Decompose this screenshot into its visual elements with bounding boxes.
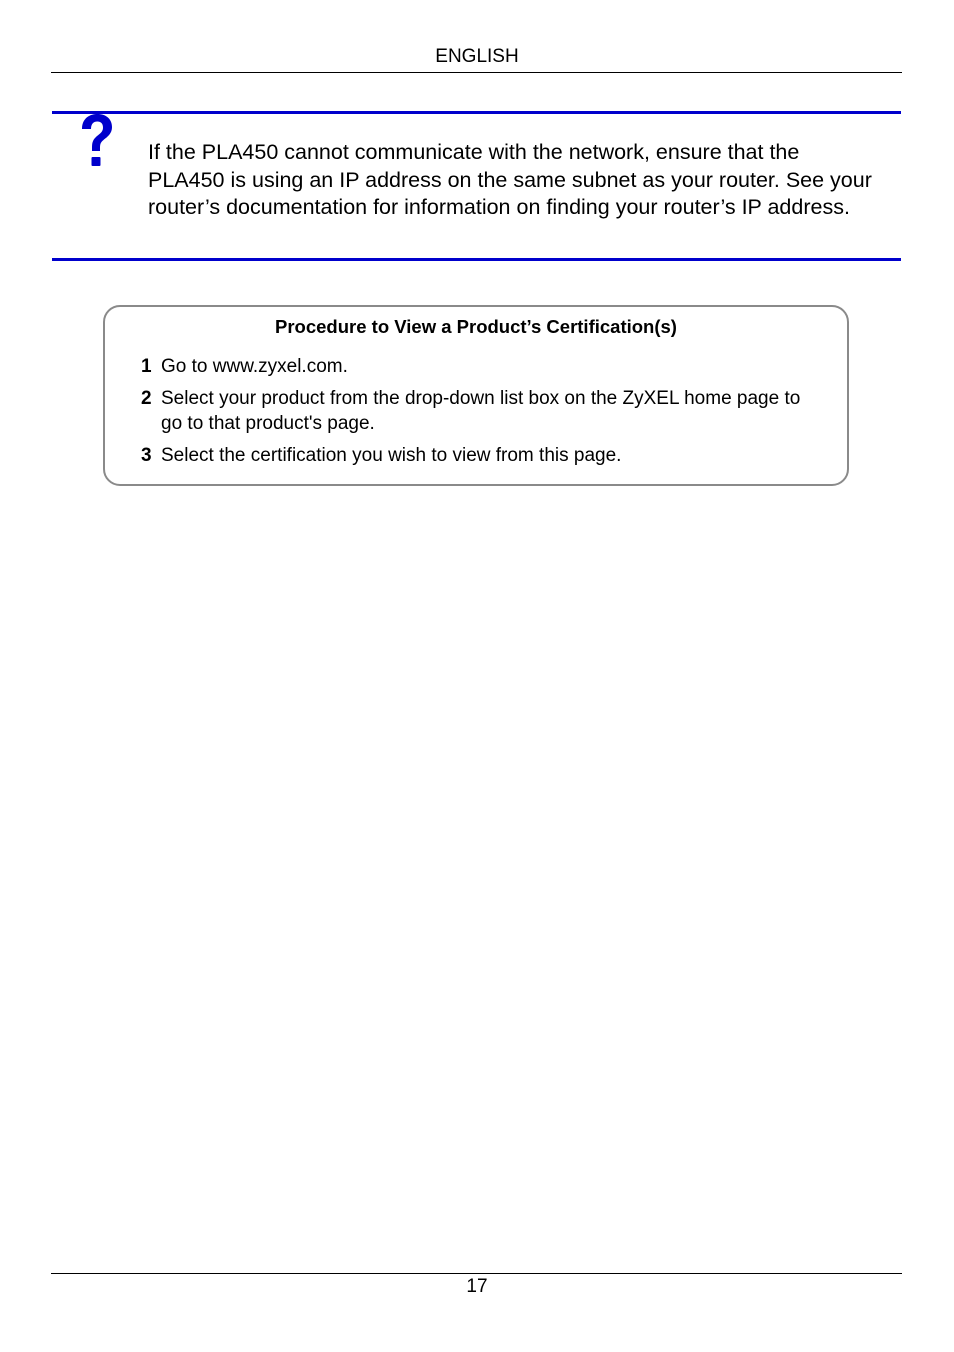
page-header-language: ENGLISH [435,46,519,67]
header-divider [51,72,902,73]
note-bottom-rule [52,258,901,261]
note-top-rule [52,111,901,114]
footer-divider [51,1273,902,1274]
step-number: 3 [141,445,152,466]
step-number: 1 [141,356,152,377]
procedure-step [141,354,821,379]
step-text: Go to www.zyxel.com. [161,356,348,377]
step-text: Select your product from the drop-down list box on the ZyXEL home page to go to that product's page. [161,388,801,434]
procedure-title: Procedure to View a Product’s Certification(s) [275,316,677,337]
question-mark-icon [78,114,116,170]
procedure-step [141,386,821,436]
step-number: 2 [141,388,152,409]
step-text: Select the certification you wish to view from this page. [161,445,622,466]
page-number: 17 [466,1276,488,1297]
note-text: If the PLA450 cannot communicate with the network, ensure that the PLA450 is using an IP address on the same subnet as your router. See your router’s documentation for information on finding your router’s IP address. [148,140,872,219]
procedure-step [141,443,821,468]
